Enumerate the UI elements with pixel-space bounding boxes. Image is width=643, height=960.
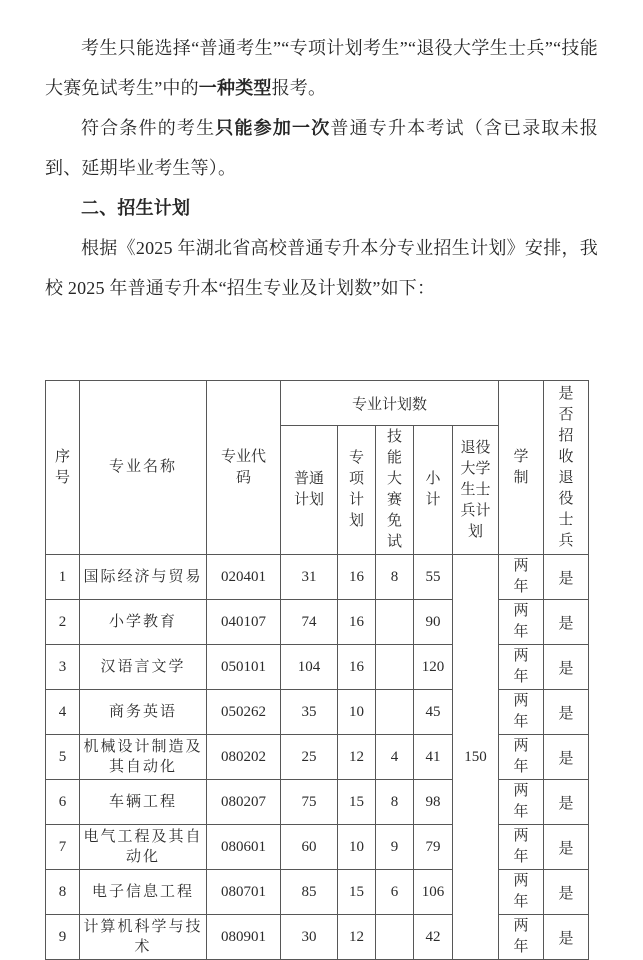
cell-regular-plan: 30 (281, 915, 338, 960)
cell-skill-exempt: 4 (376, 735, 414, 780)
cell-regular-plan: 31 (281, 555, 338, 600)
table-row (46, 690, 589, 735)
enrollment-plan-table (45, 380, 589, 960)
cell-study-length (499, 645, 544, 690)
cell-regular-plan: 75 (281, 780, 338, 825)
header-skill-contest-exempt-label: 技能大赛免试 (386, 429, 402, 550)
header-major-name: 专业名称 (80, 381, 207, 555)
header-major-code (207, 381, 281, 555)
p1-text-bold: 一种类型 (198, 78, 272, 98)
table-row (46, 555, 589, 600)
header-accept-veterans (544, 381, 589, 555)
cell-study-length-text: 两年 (513, 783, 529, 820)
cell-subtotal: 106 (414, 870, 453, 915)
paragraph-candidate-type (45, 28, 598, 108)
table-row (46, 870, 589, 915)
cell-serial: 8 (46, 870, 80, 915)
cell-serial: 7 (46, 825, 80, 870)
cell-serial: 4 (46, 690, 80, 735)
cell-accept-veterans: 是 (544, 690, 589, 735)
cell-special-plan: 12 (338, 915, 376, 960)
table-row (46, 780, 589, 825)
cell-special-plan: 15 (338, 870, 376, 915)
cell-special-plan: 15 (338, 780, 376, 825)
cell-skill-exempt: 9 (376, 825, 414, 870)
table-row (46, 735, 589, 780)
cell-serial: 9 (46, 915, 80, 960)
cell-major-code: 020401 (207, 555, 281, 600)
p2-text-pre: 符合条件的考生 (81, 118, 216, 138)
cell-major-code: 050262 (207, 690, 281, 735)
cell-regular-plan: 74 (281, 600, 338, 645)
cell-regular-plan: 60 (281, 825, 338, 870)
cell-accept-veterans: 是 (544, 780, 589, 825)
cell-skill-exempt (376, 645, 414, 690)
cell-major-code: 080207 (207, 780, 281, 825)
cell-subtotal: 90 (414, 600, 453, 645)
cell-serial: 3 (46, 645, 80, 690)
cell-study-length (499, 735, 544, 780)
cell-major-code: 050101 (207, 645, 281, 690)
table-row (46, 645, 589, 690)
cell-subtotal: 55 (414, 555, 453, 600)
cell-study-length (499, 690, 544, 735)
cell-special-plan: 16 (338, 555, 376, 600)
header-serial-number (46, 381, 80, 555)
paragraph-plan-intro: 根据《2025 年湖北省高校普通专升本分专业招生计划》安排，我校 2025 年普通专升本“招生专业及计划数”如下： (45, 238, 598, 298)
p2-text-bold: 只能参加一次 (215, 118, 331, 138)
cell-major-code: 080202 (207, 735, 281, 780)
cell-study-length (499, 870, 544, 915)
cell-major-name: 电子信息工程 (80, 870, 207, 915)
cell-major-name: 商务英语 (80, 690, 207, 735)
cell-subtotal: 98 (414, 780, 453, 825)
cell-serial: 5 (46, 735, 80, 780)
cell-special-plan: 16 (338, 600, 376, 645)
cell-study-length-text: 两年 (513, 603, 529, 640)
p2-text-post: 普通专升本考试（含已录取未报到、延期毕业考生等）。 (45, 118, 598, 178)
cell-regular-plan: 25 (281, 735, 338, 780)
header-major-code-label: 专业代码 (220, 448, 266, 486)
cell-major-name: 机械设计制造及其自动化 (80, 735, 207, 780)
header-skill-contest-exempt (376, 426, 414, 555)
cell-study-length-text: 两年 (513, 648, 529, 685)
cell-accept-veterans: 是 (544, 735, 589, 780)
header-regular-plan (281, 426, 338, 555)
cell-major-code: 080701 (207, 870, 281, 915)
cell-serial: 2 (46, 600, 80, 645)
cell-subtotal: 42 (414, 915, 453, 960)
cell-accept-veterans: 是 (544, 870, 589, 915)
cell-study-length-text: 两年 (513, 918, 529, 955)
cell-major-name: 国际经济与贸易 (80, 555, 207, 600)
cell-accept-veterans: 是 (544, 600, 589, 645)
cell-skill-exempt (376, 690, 414, 735)
header-special-plan-label: 专项计划 (348, 450, 364, 529)
cell-study-length-text: 两年 (513, 693, 529, 730)
cell-special-plan: 12 (338, 735, 376, 780)
cell-accept-veterans: 是 (544, 825, 589, 870)
header-veteran-soldier-plan (453, 426, 499, 555)
header-study-length (499, 381, 544, 555)
header-plan-count-group: 专业计划数 (281, 381, 499, 426)
cell-major-code: 080901 (207, 915, 281, 960)
cell-accept-veterans: 是 (544, 555, 589, 600)
section-heading-enrollment-plan: 二、招生计划 (81, 198, 191, 218)
p1-text-pre: 考生只能选择“普通考生”“专项计划考生”“退役大学生士兵”“技能大赛免试考生”中的 (45, 38, 598, 98)
cell-special-plan: 10 (338, 825, 376, 870)
cell-skill-exempt (376, 915, 414, 960)
cell-study-length (499, 555, 544, 600)
cell-study-length-text: 两年 (513, 558, 529, 595)
header-veteran-soldier-plan-label: 退役大学生士兵计划 (460, 439, 491, 540)
cell-study-length-text: 两年 (513, 873, 529, 910)
cell-special-plan: 10 (338, 690, 376, 735)
cell-study-length (499, 600, 544, 645)
cell-special-plan: 16 (338, 645, 376, 690)
cell-subtotal: 79 (414, 825, 453, 870)
header-regular-plan-label: 普通计划 (293, 471, 324, 508)
header-accept-veterans-label: 是否招收退役士兵 (558, 385, 574, 549)
cell-major-name: 车辆工程 (80, 780, 207, 825)
cell-accept-veterans: 是 (544, 645, 589, 690)
cell-skill-exempt: 8 (376, 555, 414, 600)
cell-subtotal: 120 (414, 645, 453, 690)
cell-study-length-text: 两年 (513, 738, 529, 775)
cell-study-length (499, 825, 544, 870)
table-row (46, 600, 589, 645)
cell-study-length-text: 两年 (513, 828, 529, 865)
cell-study-length (499, 780, 544, 825)
header-study-length-label: 学制 (513, 448, 529, 486)
cell-subtotal: 45 (414, 690, 453, 735)
cell-skill-exempt (376, 600, 414, 645)
cell-major-name: 电气工程及其自动化 (80, 825, 207, 870)
cell-major-name: 计算机科学与技术 (80, 915, 207, 960)
header-subtotal-label: 小计 (425, 471, 441, 508)
header-serial-number-label: 序号 (54, 448, 70, 486)
p1-text-post: 报考。 (271, 78, 327, 98)
cell-skill-exempt: 8 (376, 780, 414, 825)
cell-regular-plan: 85 (281, 870, 338, 915)
cell-regular-plan: 35 (281, 690, 338, 735)
table-row (46, 825, 589, 870)
header-special-plan (338, 426, 376, 555)
paragraph-exam-once (45, 108, 598, 188)
cell-major-code: 040107 (207, 600, 281, 645)
cell-regular-plan: 104 (281, 645, 338, 690)
cell-veteran-plan-total: 150 (453, 555, 499, 960)
cell-subtotal: 41 (414, 735, 453, 780)
cell-serial: 1 (46, 555, 80, 600)
cell-major-name: 汉语言文学 (80, 645, 207, 690)
cell-skill-exempt: 6 (376, 870, 414, 915)
cell-accept-veterans: 是 (544, 915, 589, 960)
cell-major-code: 080601 (207, 825, 281, 870)
cell-serial: 6 (46, 780, 80, 825)
cell-study-length (499, 915, 544, 960)
header-subtotal (414, 426, 453, 555)
table-row (46, 915, 589, 960)
cell-major-name: 小学教育 (80, 600, 207, 645)
table-header-row-top (46, 381, 589, 426)
